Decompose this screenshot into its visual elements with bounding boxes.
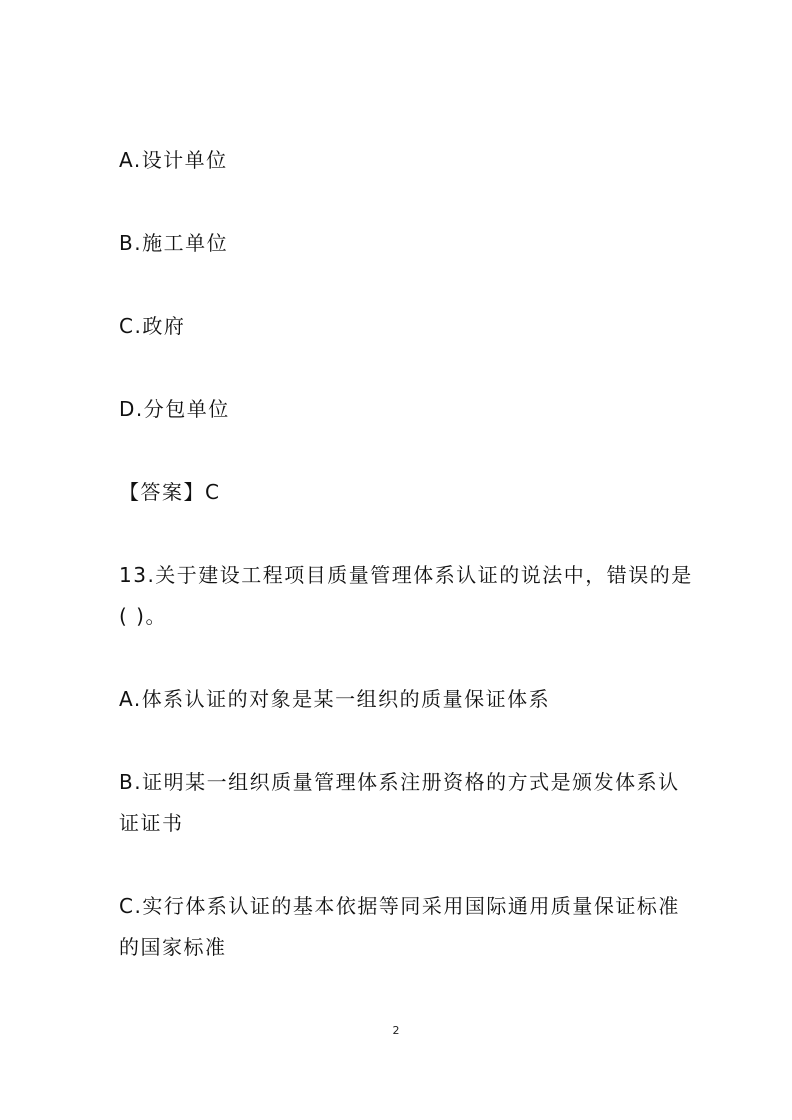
- q12-option-d: D.分包单位: [119, 397, 230, 421]
- q13-stem-line-1: 13.关于建设工程项目质量管理体系认证的说法中，错误的是: [119, 563, 693, 587]
- q13-option-c-line-1: C.实行体系认证的基本依据等同采用国际通用质量保证标准: [119, 894, 680, 918]
- q13-option-c-line-2: 的国家标准: [119, 935, 227, 959]
- q13-option-b-line-1: B.证明某一组织质量管理体系注册资格的方式是颁发体系认: [119, 770, 680, 794]
- q13-option-b-line-2: 证证书: [119, 811, 184, 835]
- q12-option-c: C.政府: [119, 314, 186, 338]
- q13-option-a: A.体系认证的对象是某一组织的质量保证体系: [119, 687, 551, 711]
- q12-option-b: B.施工单位: [119, 231, 229, 255]
- page-number: 2: [392, 1024, 400, 1037]
- q12-option-a: A.设计单位: [119, 148, 228, 172]
- q13-stem-line-2: ( )。: [119, 604, 167, 628]
- q12-answer: 【答案】C: [119, 480, 221, 504]
